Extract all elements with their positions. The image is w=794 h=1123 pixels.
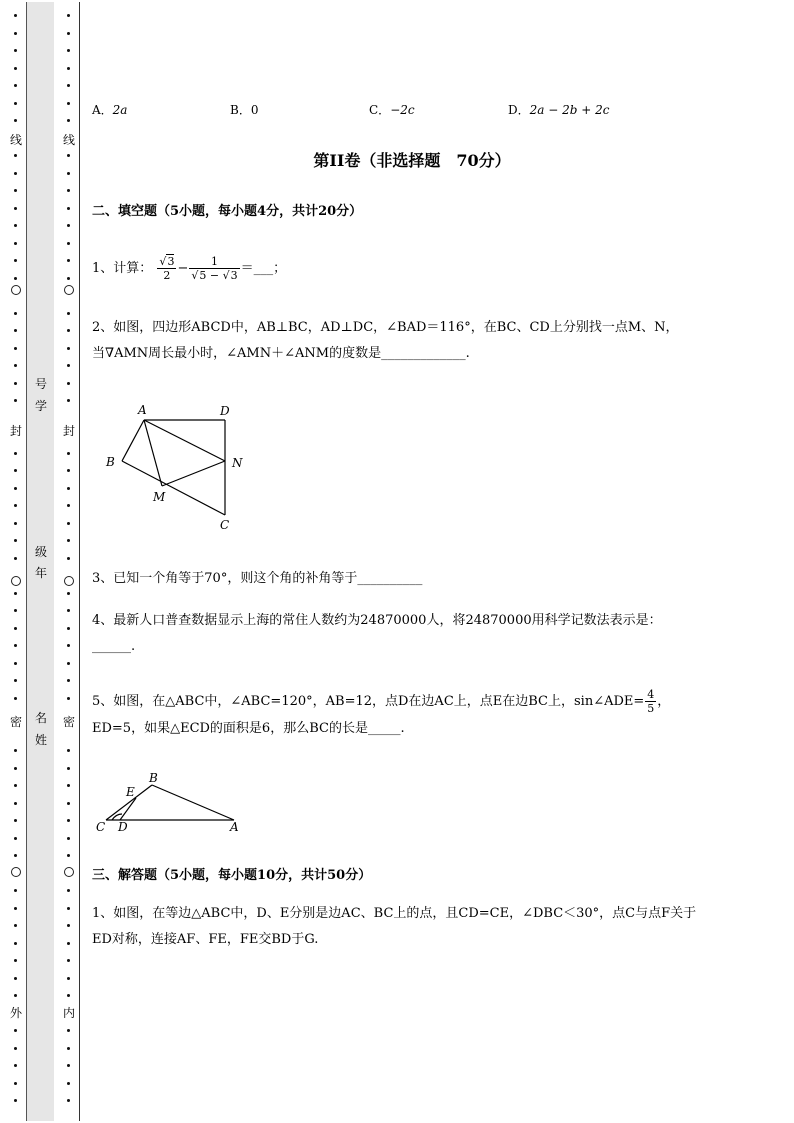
seal-dot <box>14 697 17 700</box>
seal-dot <box>14 819 17 822</box>
seal-dot <box>67 609 70 612</box>
seal-dot <box>14 154 17 157</box>
seal-dot <box>14 749 17 752</box>
seal-dot <box>14 119 17 122</box>
seal-dot <box>14 557 17 560</box>
seal-dot <box>67 329 70 332</box>
inner-char-nei: 内 <box>62 1006 75 1020</box>
seal-dot <box>14 539 17 542</box>
seal-dot <box>67 207 70 210</box>
fill-question-5-line-1: 5、如图，在△ABC中，∠ABC=120°，AB=12，点D在边AC上，点E在边BC上，sin∠ADE= $\frac{4}{5}$ ， <box>92 688 671 715</box>
seal-dot <box>67 469 70 472</box>
seal-dot <box>67 889 70 892</box>
seal-dot <box>14 329 17 332</box>
seal-dot <box>67 977 70 980</box>
seal-dot <box>14 347 17 350</box>
fig2-label-a: A <box>230 820 239 834</box>
fig2-label-d: D <box>118 820 128 834</box>
seal-dot <box>14 312 17 315</box>
seal-dot <box>14 609 17 612</box>
seal-dot <box>14 242 17 245</box>
seal-dot <box>67 259 70 262</box>
seal-dot <box>67 119 70 122</box>
seal-dot <box>14 1082 17 1085</box>
seal-circle <box>11 576 21 586</box>
seal-dot <box>67 242 70 245</box>
fig1-label-b: B <box>106 455 115 469</box>
fill-question-1: 1、计算： $\frac{√3}{2}$ − $\frac{1}{√5 - √3}$ ＝___； <box>92 255 287 282</box>
seal-dot <box>14 854 17 857</box>
field-label-grade-2: 年 <box>34 566 47 580</box>
seal-dot <box>14 399 17 402</box>
seal-dot <box>67 662 70 665</box>
inner-char-feng: 封 <box>62 424 75 438</box>
outer-char-mi: 密 <box>9 715 22 729</box>
solve-question-1-line-1: 1、如图，在等边△ABC中，D、E分别是边AC、BC上的点，且CD=CE，∠DBC＜30°，点C与点F关于 <box>92 906 697 921</box>
seal-dot <box>14 1099 17 1102</box>
seal-dot <box>67 277 70 280</box>
seal-dot <box>67 522 70 525</box>
seal-dot <box>67 452 70 455</box>
seal-dot <box>67 767 70 770</box>
seal-dot <box>14 627 17 630</box>
seal-dot <box>67 627 70 630</box>
seal-dot <box>14 1064 17 1067</box>
inner-char-mi: 密 <box>62 715 75 729</box>
seal-dot <box>67 924 70 927</box>
seal-dot <box>14 189 17 192</box>
seal-circle <box>64 867 74 877</box>
seal-dot <box>14 959 17 962</box>
fill-question-2-line-1: 2、如图，四边形ABCD中，AB⊥BC，AD⊥DC，∠BAD＝116°，在BC、CD上分别找一点M、N， <box>92 320 679 335</box>
seal-dot <box>14 942 17 945</box>
seal-dot <box>67 854 70 857</box>
seal-dot <box>14 469 17 472</box>
seal-dot <box>14 49 17 52</box>
seal-dot <box>14 662 17 665</box>
field-label-name-1: 名 <box>34 711 47 725</box>
seal-dot <box>67 172 70 175</box>
seal-dot <box>67 819 70 822</box>
seal-dot <box>67 749 70 752</box>
seal-dot <box>14 487 17 490</box>
seal-dot <box>14 277 17 280</box>
seal-circle <box>64 576 74 586</box>
seal-dot <box>67 32 70 35</box>
seal-dot <box>14 644 17 647</box>
seal-dot <box>14 224 17 227</box>
solve-question-1-line-2: ED对称，连接AF、FE，FE交BD于G. <box>92 932 319 947</box>
seal-dot <box>67 49 70 52</box>
figure-triangle-abc <box>92 768 252 838</box>
seal-dot <box>14 102 17 105</box>
fig1-label-a: A <box>138 403 147 417</box>
part-2-heading: 二、填空题（5小题，每小题4分，共计20分） <box>92 204 363 219</box>
fig2-label-b: B <box>149 771 158 785</box>
seal-dot <box>67 592 70 595</box>
seal-dot <box>14 67 17 70</box>
seal-dot <box>14 504 17 507</box>
seal-dot <box>67 837 70 840</box>
seal-dot <box>14 14 17 17</box>
seal-dot <box>14 802 17 805</box>
seal-dot <box>14 1029 17 1032</box>
seal-dot <box>67 1047 70 1050</box>
binding-gray-band <box>26 2 55 1121</box>
option-a: A．2a <box>92 103 128 117</box>
seal-dot <box>67 364 70 367</box>
seal-dot <box>14 767 17 770</box>
fill-question-3: 3、已知一个角等于70°，则这个角的补角等于__________ <box>92 571 423 586</box>
outer-char-wai: 外 <box>9 1006 22 1020</box>
seal-dot <box>67 1082 70 1085</box>
figure-quadrilateral-abcd <box>100 398 260 538</box>
seal-dot <box>14 172 17 175</box>
fill-question-5-line-2: ED=5，如果△ECD的面积是6，那么BC的长是_____. <box>92 721 405 736</box>
seal-dot <box>14 259 17 262</box>
seal-dot <box>67 539 70 542</box>
seal-dot <box>67 907 70 910</box>
fill-question-4-line-2: ______. <box>92 639 136 654</box>
seal-dot <box>67 644 70 647</box>
option-c: C．−2c <box>369 103 415 117</box>
seal-dot <box>14 382 17 385</box>
seal-dot <box>14 924 17 927</box>
inner-char-xian: 线 <box>62 133 75 147</box>
field-label-name-2: 姓 <box>34 733 47 747</box>
seal-dot <box>67 347 70 350</box>
seal-circle <box>64 285 74 295</box>
seal-dot <box>14 207 17 210</box>
seal-dot <box>14 907 17 910</box>
seal-dot <box>67 1064 70 1067</box>
part-3-heading: 三、解答题（5小题，每小题10分，共计50分） <box>92 868 372 883</box>
seal-dot <box>14 994 17 997</box>
fig2-label-e: E <box>126 785 135 799</box>
fraction-1-over-sqrt-diff: $\frac{1}{√5 - √3}$ <box>191 255 238 282</box>
seal-dot <box>67 102 70 105</box>
fig2-label-c: C <box>96 820 106 834</box>
seal-dot <box>67 1029 70 1032</box>
seal-dot <box>67 697 70 700</box>
seal-circle <box>11 867 21 877</box>
seal-dot <box>67 504 70 507</box>
seal-dot <box>14 32 17 35</box>
seal-dot <box>14 522 17 525</box>
fill-question-2-line-2: 当∇AMN周长最小时，∠AMN＋∠ANM的度数是_____________. <box>92 346 470 361</box>
seal-dot <box>67 557 70 560</box>
seal-dot <box>14 592 17 595</box>
seal-dot <box>14 977 17 980</box>
outer-char-xian: 线 <box>9 133 22 147</box>
seal-dot <box>67 312 70 315</box>
field-label-student-no-1: 号 <box>34 377 47 391</box>
seal-dot <box>67 994 70 997</box>
seal-dot <box>14 679 17 682</box>
seal-dot <box>67 382 70 385</box>
seal-dot <box>67 399 70 402</box>
option-b: B．0 <box>230 103 259 117</box>
option-d: D．2a − 2b + 2c <box>508 103 610 117</box>
fig1-label-c: C <box>220 518 230 532</box>
field-label-grade-1: 级 <box>34 545 47 559</box>
seal-dot <box>67 679 70 682</box>
seal-dot <box>14 837 17 840</box>
fig1-label-n: N <box>232 456 243 470</box>
seal-dot <box>14 889 17 892</box>
binding-margin <box>0 0 82 1123</box>
seal-dot <box>67 84 70 87</box>
seal-dot <box>67 224 70 227</box>
seal-dot <box>67 67 70 70</box>
seal-dot <box>67 154 70 157</box>
seal-dot <box>67 959 70 962</box>
seal-dot <box>67 14 70 17</box>
seal-dot <box>67 1099 70 1102</box>
seal-dot <box>14 452 17 455</box>
fraction-4-over-5: $\frac{4}{5}$ <box>647 688 655 715</box>
seal-dot <box>67 487 70 490</box>
seal-dot <box>67 784 70 787</box>
seal-dot <box>14 1047 17 1050</box>
seal-dot <box>67 802 70 805</box>
seal-dot <box>67 189 70 192</box>
fraction-sqrt3-over-2: $\frac{√3}{2}$ <box>159 255 175 282</box>
seal-dot <box>14 364 17 367</box>
field-label-student-no-2: 学 <box>34 399 47 413</box>
outer-char-feng: 封 <box>9 424 22 438</box>
binding-white-band <box>54 2 80 1121</box>
fig1-label-d: D <box>220 404 230 418</box>
seal-dot <box>14 84 17 87</box>
seal-dot <box>67 942 70 945</box>
seal-circle <box>11 285 21 295</box>
section-2-title: 第II卷（非选择题 70分） <box>313 151 511 170</box>
fig1-label-m: M <box>153 490 166 504</box>
seal-dot <box>14 784 17 787</box>
fill-question-4-line-1: 4、最新人口普查数据显示上海的常住人数约为24870000人，将24870000用科学记数法表示是： <box>92 613 662 628</box>
